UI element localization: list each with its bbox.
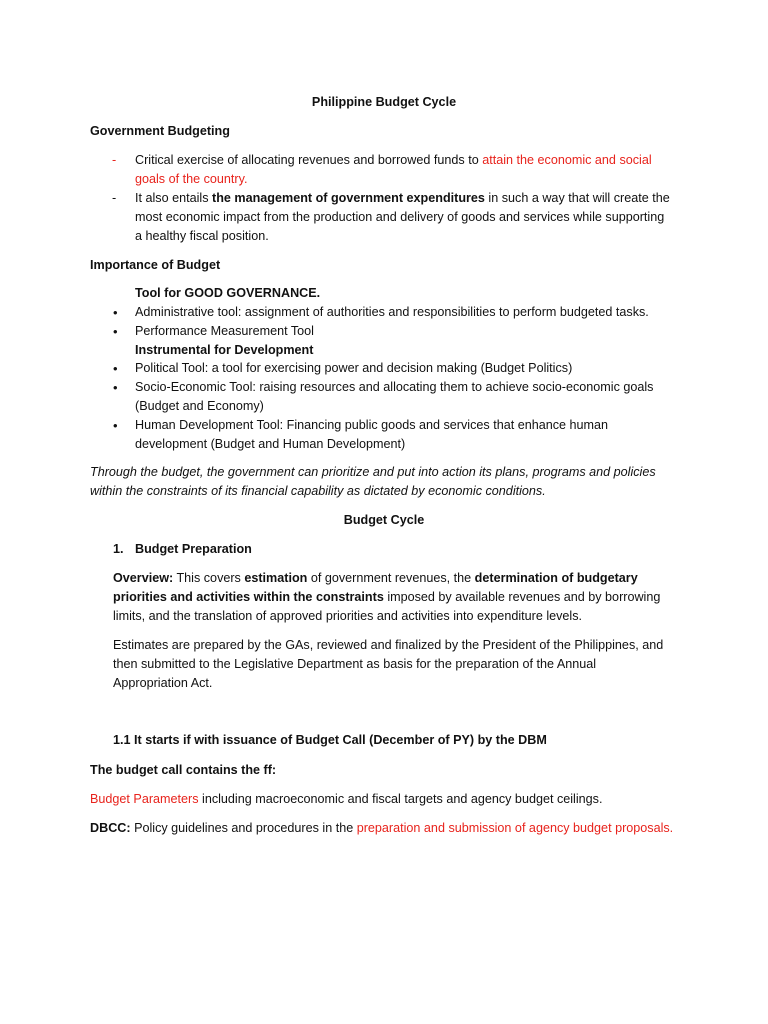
gov-budgeting-item-1-text: Critical exercise of allocating revenues and borrowed funds to: [135, 153, 483, 167]
overview-label: Overview:: [113, 571, 174, 585]
gov-budgeting-item-1-line-1: [135, 151, 652, 170]
group-title-instrumental-for-development: Instrumental for Development: [135, 343, 314, 357]
gov-budgeting-item-2-line-1: [135, 189, 670, 208]
overview-bold: estimation: [244, 571, 308, 585]
bullet-icon: •: [113, 380, 118, 395]
dbcc-text: Policy guidelines and procedures in the: [130, 821, 357, 835]
estimates-line-2: then submitted to the Legislative Department as basis for the preparation of the Annual: [113, 657, 597, 671]
list-item: Performance Measurement Tool: [135, 324, 314, 338]
list-item: Human Development Tool: Financing public goods and services that enhance human: [135, 418, 609, 432]
step-number: 1.: [113, 542, 124, 556]
estimates-line-3: Appropriation Act.: [113, 676, 213, 690]
italic-paragraph-line-2: within the constraints of its financial capability as dictated by economic conditions.: [90, 484, 546, 498]
heading-budget-cycle: Budget Cycle: [343, 513, 425, 527]
budget-call-contains: The budget call contains the ff:: [90, 763, 277, 777]
list-item: Socio-Economic Tool: raising resources and allocating them to achieve socio-economic goals: [135, 380, 654, 394]
group-title-good-governance: Tool for GOOD GOVERNANCE.: [135, 286, 321, 300]
overview-line-1: [113, 569, 638, 588]
subsection-1-1: 1.1 It starts if with issuance of Budget Call (December of PY) by the DBM: [113, 733, 547, 747]
bullet-icon: •: [113, 418, 118, 433]
gov-budgeting-item-2-bold: the management of government expenditures: [212, 191, 485, 205]
document-title: Philippine Budget Cycle: [311, 95, 457, 109]
gov-budgeting-item-2-text: in such a way that will create the: [484, 191, 670, 205]
dbcc-highlight: preparation and submission of agency budget proposals.: [356, 821, 674, 835]
overview-text: This covers: [173, 571, 245, 585]
overview-line-3: limits, and the translation of approved priorities and activities into expenditure levels.: [113, 609, 583, 623]
overview-bold: priorities and activities within the constraints: [113, 590, 384, 604]
overview-bold: determination of budgetary: [474, 571, 638, 585]
gov-budgeting-item-1-highlight: attain the economic and social: [482, 153, 652, 167]
list-item: Political Tool: a tool for exercising power and decision making (Budget Politics): [135, 361, 573, 375]
gov-budgeting-item-1-line-2: goals of the country.: [135, 172, 248, 186]
dbcc-label: DBCC:: [90, 821, 131, 835]
gov-budgeting-item-2-line-2: most economic impact from the production and delivery of goods and services while supporting: [135, 210, 665, 224]
dbcc-line: [90, 819, 673, 838]
dash-marker: -: [112, 153, 117, 167]
list-item: Administrative tool: assignment of authorities and responsibilities to perform budgeted tasks.: [135, 305, 649, 319]
italic-paragraph-line-1: Through the budget, the government can prioritize and put into action its plans, programs and policies: [90, 465, 656, 479]
dash-marker: -: [112, 191, 117, 205]
overview-text: of government revenues, the: [307, 571, 475, 585]
heading-government-budgeting: Government Budgeting: [90, 124, 230, 138]
bullet-icon: •: [113, 305, 118, 320]
gov-budgeting-item-2-text: It also entails: [135, 191, 213, 205]
step-title-budget-preparation: Budget Preparation: [135, 542, 252, 556]
estimates-line-1: Estimates are prepared by the GAs, reviewed and finalized by the President of the Philippines, and: [113, 638, 664, 652]
budget-parameters-line: [90, 790, 602, 809]
gov-budgeting-item-2-line-3: a healthy fiscal position.: [135, 229, 269, 243]
list-item-continuation: development (Budget and Human Development): [135, 437, 406, 451]
bullet-icon: •: [113, 324, 118, 339]
budget-parameters-text: including macroeconomic and fiscal targets and agency budget ceilings.: [198, 792, 603, 806]
overview-line-2: [113, 588, 660, 607]
budget-parameters-label: Budget Parameters: [90, 792, 199, 806]
overview-text: imposed by available revenues and by borrowing: [383, 590, 661, 604]
bullet-icon: •: [113, 361, 118, 376]
list-item-continuation: (Budget and Economy): [135, 399, 264, 413]
heading-importance-of-budget: Importance of Budget: [90, 258, 221, 272]
